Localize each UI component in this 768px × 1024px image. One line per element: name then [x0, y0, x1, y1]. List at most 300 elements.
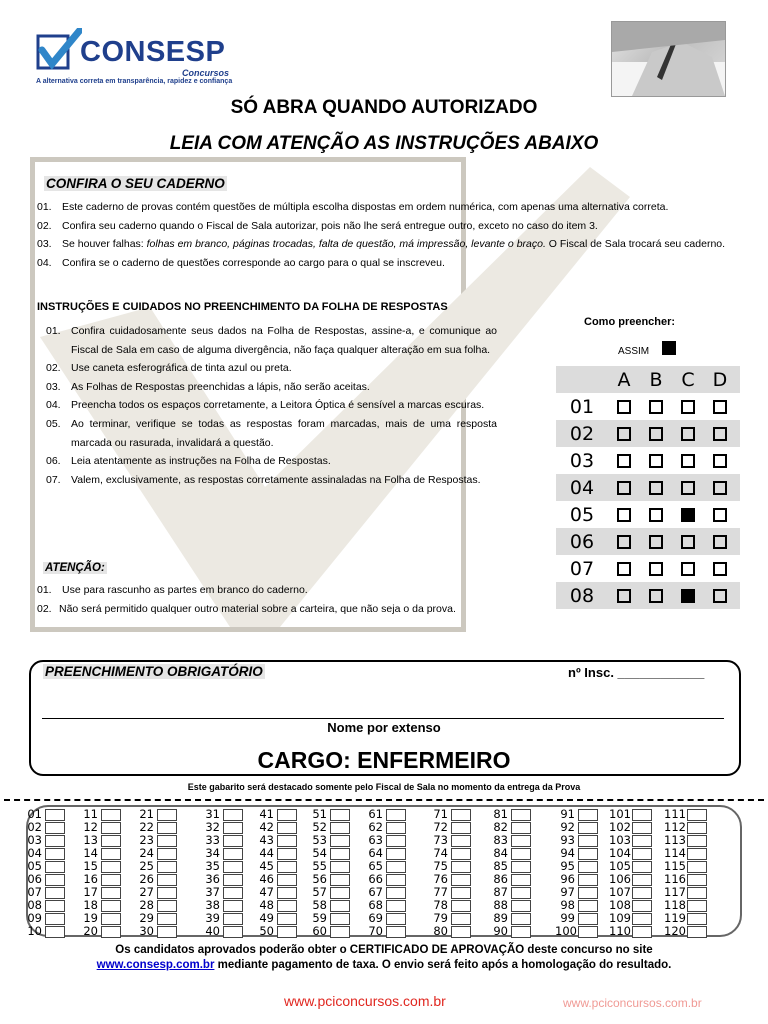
nome-line — [42, 718, 724, 719]
gabarito-number: 22 — [139, 820, 154, 834]
gabarito-answer-box — [157, 809, 177, 821]
item-number: 02. — [46, 362, 61, 375]
answer-bubble — [713, 562, 727, 576]
gabarito-number: 48 — [259, 898, 274, 912]
gabarito-number: 99 — [560, 911, 575, 925]
gabarito-answer-box — [511, 900, 531, 912]
gabarito-number: 114 — [664, 846, 686, 860]
item-text: Preencha todos os espaços corretamente, a Leitora Óptica é sensível a marcas escuras. — [71, 399, 485, 412]
gabarito-number: 65 — [368, 859, 383, 873]
gabarito-number: 06 — [27, 872, 42, 886]
item-number: 04. — [37, 256, 52, 269]
gabarito-number: 94 — [560, 846, 575, 860]
gabarito-answer-box — [451, 861, 471, 873]
gabarito-number: 75 — [433, 859, 448, 873]
gabarito-number: 03 — [27, 833, 42, 847]
gabarito-number: 71 — [433, 807, 448, 821]
gabarito-number: 120 — [664, 924, 686, 938]
footer-line-2-text: mediante pagamento de taxa. O envio será feito após a homologação do resultado. — [214, 959, 672, 971]
item-text: Confira cuidadosamente seus dados na Folha de Respostas, assine-a, e comunique ao Fiscal de Sala em caso de alguma divergência, não faça qualquer alteração em sua folha. — [71, 325, 497, 356]
cut-line — [4, 799, 764, 801]
demo-row — [556, 528, 740, 555]
gabarito-number: 96 — [560, 872, 575, 886]
gabarito-cell — [254, 925, 297, 938]
gabarito-number: 53 — [312, 833, 327, 847]
gabarito-number: 18 — [83, 898, 98, 912]
gabarito-answer-box — [451, 848, 471, 860]
gabarito-number: 74 — [433, 846, 448, 860]
gabarito-number: 102 — [609, 820, 631, 834]
gabarito-answer-box — [687, 822, 707, 834]
gabarito-number: 72 — [433, 820, 448, 834]
gabarito-answer-box — [386, 848, 406, 860]
gabarito-column — [363, 808, 406, 938]
demo-rows — [556, 393, 740, 609]
gabarito-number: 51 — [312, 807, 327, 821]
list-item — [46, 415, 497, 452]
gabarito-number: 19 — [83, 911, 98, 925]
gabarito-answer-box — [578, 861, 598, 873]
pciconcursos-watermark-faded: www.pciconcursos.com.br — [563, 996, 702, 1010]
gabarito-number: 25 — [139, 859, 154, 873]
gabarito-number: 05 — [27, 859, 42, 873]
list-item — [46, 396, 497, 415]
instrucoes-title: INSTRUÇÕES E CUIDADOS NO PREENCHIMENTO DA FOLHA DE RESPOSTAS — [37, 301, 448, 313]
gabarito-number: 106 — [609, 872, 631, 886]
gabarito-answer-box — [511, 861, 531, 873]
demo-row-number: 06 — [569, 530, 595, 553]
gabarito-answer-box — [511, 809, 531, 821]
gabarito-number: 58 — [312, 898, 327, 912]
filled-example-box — [662, 341, 676, 355]
gabarito-answer-box — [45, 809, 65, 821]
gabarito-cell — [664, 925, 707, 938]
demo-row — [556, 474, 740, 501]
letter-c: C — [681, 368, 695, 391]
gabarito-number: 38 — [205, 898, 220, 912]
list-item — [37, 235, 737, 254]
atencao-list — [37, 581, 537, 618]
gabarito-column — [609, 808, 652, 938]
gabarito-answer-box — [45, 900, 65, 912]
gabarito-number: 37 — [205, 885, 220, 899]
gabarito-answer-box — [578, 900, 598, 912]
gabarito-number: 21 — [139, 807, 154, 821]
item-text: Confira se o caderno de questões corresponde ao cargo para o qual se inscreveu. — [62, 256, 445, 269]
gabarito-answer-box — [223, 900, 243, 912]
demo-row — [556, 393, 740, 420]
gabarito-number: 01 — [27, 807, 42, 821]
gabarito-answer-box — [101, 848, 121, 860]
item-number: 01. — [37, 584, 52, 596]
answer-bubble — [713, 589, 727, 603]
gabarito-number: 101 — [609, 807, 631, 821]
answer-bubble — [617, 481, 631, 495]
letter-b: B — [649, 368, 663, 391]
answer-bubble — [617, 589, 631, 603]
gabarito-column — [134, 808, 177, 938]
gabarito-number: 95 — [560, 859, 575, 873]
gabarito-answer-box — [578, 887, 598, 899]
gabarito-answer-box — [277, 874, 297, 886]
gabarito-number: 91 — [560, 807, 575, 821]
gabarito-number: 112 — [664, 820, 686, 834]
gabarito-answer-box — [386, 861, 406, 873]
footer-line-1: Os candidatos aprovados poderão obter o CERTIFICADO DE APROVAÇÃO deste concurso no site — [115, 944, 653, 956]
gabarito-answer-box — [157, 835, 177, 847]
gabarito-answer-box — [101, 926, 121, 938]
gabarito-answer-box — [45, 913, 65, 925]
consesp-logo — [36, 28, 236, 90]
gabarito-answer-box — [330, 861, 350, 873]
gabarito-answer-box — [277, 861, 297, 873]
confira-title — [44, 175, 227, 193]
gabarito-number: 62 — [368, 820, 383, 834]
gabarito-number: 07 — [27, 885, 42, 899]
gabarito-number: 30 — [139, 924, 154, 938]
atencao-title — [43, 558, 107, 576]
list-item — [37, 581, 537, 600]
logo-tagline: A alternativa correta em transparência, rapidez e confiança — [36, 78, 233, 85]
gabarito-number: 115 — [664, 859, 686, 873]
gabarito-column — [200, 808, 243, 938]
gabarito-answer-box — [511, 887, 531, 899]
answer-bubble — [713, 508, 727, 522]
answer-bubble — [681, 562, 695, 576]
gabarito-cell — [555, 925, 598, 938]
gabarito-number: 107 — [609, 885, 631, 899]
item-number: 01. — [46, 325, 61, 337]
gabarito-number: 56 — [312, 872, 327, 886]
item-text: Não será permitido qualquer outro material sobre a carteira, que não seja o da prova. — [59, 602, 456, 615]
gabarito-answer-box — [578, 913, 598, 925]
list-item — [46, 359, 497, 378]
gabarito-number: 47 — [259, 885, 274, 899]
gabarito-number: 110 — [609, 924, 631, 938]
gabarito-answer-box — [157, 913, 177, 925]
gabarito-answer-box — [101, 861, 121, 873]
gabarito-answer-box — [157, 926, 177, 938]
item-number: 07. — [46, 473, 61, 486]
gabarito-number: 111 — [664, 807, 686, 821]
gabarito-number: 42 — [259, 820, 274, 834]
gabarito-cell — [22, 925, 65, 938]
item-text: Este caderno de provas contém questões de múltipla escolha dispostas em ordem numérica, com apenas uma alternativa correta. — [62, 201, 669, 213]
nome-label: Nome por extenso — [327, 720, 441, 735]
list-item — [37, 217, 737, 236]
gabarito-answer-box — [223, 848, 243, 860]
gabarito-number: 89 — [493, 911, 508, 925]
gabarito-answer-box — [451, 874, 471, 886]
item-text: O Fiscal de Sala trocará seu caderno. — [545, 238, 726, 251]
gabarito-answer-box — [330, 874, 350, 886]
gabarito-answer-box — [451, 887, 471, 899]
item-text: As Folhas de Respostas preenchidas a lápis, não serão aceitas. — [71, 380, 370, 393]
demo-row — [556, 501, 740, 528]
gabarito-number: 63 — [368, 833, 383, 847]
answer-bubble — [713, 454, 727, 468]
page-subtitle: LEIA COM ATENÇÃO AS INSTRUÇÕES ABAIXO — [169, 133, 599, 154]
gabarito-answer-box — [101, 913, 121, 925]
gabarito-answer-box — [157, 861, 177, 873]
answer-bubble — [617, 400, 631, 414]
gabarito-answer-box — [632, 874, 652, 886]
gabarito-number: 100 — [555, 924, 577, 938]
gabarito-answer-box — [277, 926, 297, 938]
gabarito-answer-box — [101, 874, 121, 886]
gabarito-answer-box — [45, 835, 65, 847]
gabarito-number: 88 — [493, 898, 508, 912]
gabarito-number: 93 — [560, 833, 575, 847]
gabarito-number: 09 — [27, 911, 42, 925]
gabarito-number: 119 — [664, 911, 686, 925]
item-number: 03. — [37, 238, 52, 251]
gabarito-column — [78, 808, 121, 938]
gabarito-number: 13 — [83, 833, 98, 847]
gabarito-number: 14 — [83, 846, 98, 860]
gabarito-answer-box — [45, 848, 65, 860]
item-text: Leia atentamente as instruções na Folha de Respostas. — [71, 455, 331, 468]
gabarito-number: 28 — [139, 898, 154, 912]
answer-bubble — [617, 535, 631, 549]
gabarito-column — [254, 808, 297, 938]
gabarito-answer-box — [45, 822, 65, 834]
logo-sub: Concursos — [182, 68, 230, 78]
footer-line-2 — [0, 959, 768, 971]
gabarito-number: 43 — [259, 833, 274, 847]
gabarito-answer-box — [223, 926, 243, 938]
gabarito-answer-box — [45, 861, 65, 873]
gabarito-number: 61 — [368, 807, 383, 821]
hand-writing-icon — [612, 22, 725, 96]
gabarito-answer-box — [578, 926, 598, 938]
gabarito-answer-box — [451, 822, 471, 834]
gabarito-number: 84 — [493, 846, 508, 860]
gabarito-number: 104 — [609, 846, 631, 860]
cargo-label: CARGO: ENFERMEIRO — [257, 747, 511, 773]
answer-bubble — [649, 481, 663, 495]
gabarito-answer-box — [277, 835, 297, 847]
gabarito-answer-box — [632, 887, 652, 899]
gabarito-number: 60 — [312, 924, 327, 938]
answer-bubble — [649, 400, 663, 414]
detach-note: Este gabarito será destacado somente pelo Fiscal de Sala no momento da entrega da Prova — [187, 782, 581, 792]
gabarito-answer-box — [223, 913, 243, 925]
demo-row — [556, 447, 740, 474]
gabarito-number: 16 — [83, 872, 98, 886]
gabarito-answer-box — [330, 926, 350, 938]
gabarito-number: 17 — [83, 885, 98, 899]
gabarito-answer-box — [632, 809, 652, 821]
item-number: 06. — [46, 455, 61, 468]
gabarito-number: 69 — [368, 911, 383, 925]
pciconcursos-watermark: www.pciconcursos.com.br — [284, 993, 446, 1009]
list-item — [46, 452, 497, 471]
inscricao-field: nº Insc. ____________ — [568, 665, 705, 680]
answer-bubble — [649, 589, 663, 603]
list-item — [46, 378, 497, 397]
gabarito-answer-box — [330, 848, 350, 860]
gabarito-cell — [307, 925, 350, 938]
demo-row-number: 05 — [569, 503, 595, 526]
gabarito-number: 108 — [609, 898, 631, 912]
gabarito-number: 40 — [205, 924, 220, 938]
gabarito-number: 116 — [664, 872, 686, 886]
gabarito-answer-box — [157, 848, 177, 860]
gabarito-number: 04 — [27, 846, 42, 860]
gabarito-column — [664, 808, 707, 938]
gabarito-answer-box — [45, 887, 65, 899]
list-item — [37, 198, 737, 217]
gabarito-number: 41 — [259, 807, 274, 821]
gabarito-column — [555, 808, 598, 938]
gabarito-answer-box — [687, 900, 707, 912]
gabarito-answer-box — [330, 809, 350, 821]
gabarito-answer-box — [451, 809, 471, 821]
gabarito-answer-box — [386, 926, 406, 938]
item-number: 03. — [46, 380, 61, 393]
gabarito-answer-box — [451, 900, 471, 912]
item-text: Confira seu caderno quando o Fiscal de Sala autorizar, pois não lhe será entregue outro, exceto no caso do item 3. — [62, 219, 598, 232]
gabarito-answer-box — [277, 913, 297, 925]
demo-row-number: 01 — [569, 395, 595, 418]
gabarito-number: 33 — [205, 833, 220, 847]
item-number: 02. — [37, 219, 52, 232]
gabarito-answer-box — [511, 926, 531, 938]
gabarito-answer-box — [277, 887, 297, 899]
gabarito-answer-box — [511, 848, 531, 860]
gabarito-number: 117 — [664, 885, 686, 899]
gabarito-number: 10 — [27, 924, 42, 938]
answer-bubble — [617, 427, 631, 441]
answer-bubble — [681, 535, 695, 549]
gabarito-answer-box — [386, 835, 406, 847]
gabarito-answer-box — [386, 913, 406, 925]
gabarito-number: 67 — [368, 885, 383, 899]
gabarito-cell — [488, 925, 531, 938]
demo-row-number: 07 — [569, 557, 595, 580]
gabarito-number: 77 — [433, 885, 448, 899]
item-number: 05. — [46, 417, 61, 430]
gabarito-number: 44 — [259, 846, 274, 860]
answer-bubble — [681, 400, 695, 414]
list-item — [46, 471, 497, 490]
gabarito-answer-box — [223, 874, 243, 886]
gabarito-number: 66 — [368, 872, 383, 886]
gabarito-answer-box — [687, 913, 707, 925]
answer-bubble — [713, 535, 727, 549]
gabarito-number: 29 — [139, 911, 154, 925]
logo-check-icon — [36, 28, 82, 74]
gabarito-number: 26 — [139, 872, 154, 886]
gabarito-number: 70 — [368, 924, 383, 938]
demo-row-number: 08 — [569, 584, 595, 607]
gabarito-answer-box — [578, 835, 598, 847]
demo-row — [556, 555, 740, 582]
gabarito-answer-box — [101, 822, 121, 834]
gabarito-number: 80 — [433, 924, 448, 938]
confira-list — [37, 198, 737, 272]
gabarito-number: 113 — [664, 833, 686, 847]
answer-bubble — [681, 508, 695, 522]
assim-label: ASSIM — [618, 346, 650, 357]
gabarito-number: 35 — [205, 859, 220, 873]
gabarito-answer-box — [511, 874, 531, 886]
gabarito-number: 27 — [139, 885, 154, 899]
gabarito-number: 92 — [560, 820, 575, 834]
answer-bubble — [713, 427, 727, 441]
demo-row-number: 04 — [569, 476, 595, 499]
gabarito-answer-box — [632, 926, 652, 938]
gabarito-answer-box — [330, 913, 350, 925]
confira-title-text: CONFIRA O SEU CADERNO — [46, 176, 225, 191]
gabarito-number: 20 — [83, 924, 98, 938]
gabarito-number: 105 — [609, 859, 631, 873]
gabarito-answer-box — [511, 822, 531, 834]
answer-bubble — [617, 454, 631, 468]
consesp-link[interactable]: www.consesp.com.br — [96, 959, 215, 971]
gabarito-number: 109 — [609, 911, 631, 925]
gabarito-number: 39 — [205, 911, 220, 925]
gabarito-number: 83 — [493, 833, 508, 847]
gabarito-cell — [363, 925, 406, 938]
demo-row-number: 03 — [569, 449, 595, 472]
gabarito-answer-box — [386, 900, 406, 912]
gabarito-answer-box — [687, 861, 707, 873]
item-number: 04. — [46, 399, 61, 412]
answer-bubble — [649, 535, 663, 549]
atencao-title-text: ATENÇÃO: — [45, 562, 105, 574]
gabarito-answer-box — [157, 874, 177, 886]
gabarito-answer-box — [386, 822, 406, 834]
gabarito-number: 118 — [664, 898, 686, 912]
answer-bubble — [681, 427, 695, 441]
gabarito-number: 68 — [368, 898, 383, 912]
gabarito-number: 11 — [83, 807, 98, 821]
item-text: Valem, exclusivamente, as respostas corretamente assinaladas na Folha de Respostas. — [71, 473, 481, 486]
gabarito-cell — [134, 925, 177, 938]
logo-name: CONSESP — [80, 36, 226, 68]
gabarito-number: 76 — [433, 872, 448, 886]
gabarito-number: 49 — [259, 911, 274, 925]
item-number: 01. — [37, 201, 52, 213]
gabarito-cell — [78, 925, 121, 938]
gabarito-answer-box — [45, 874, 65, 886]
answer-bubble — [649, 562, 663, 576]
gabarito-answer-box — [330, 835, 350, 847]
gabarito-answer-box — [386, 887, 406, 899]
list-item — [46, 322, 497, 359]
gabarito-answer-box — [451, 926, 471, 938]
gabarito-answer-box — [578, 848, 598, 860]
answer-bubble — [713, 400, 727, 414]
gabarito-answer-box — [101, 900, 121, 912]
gabarito-cell — [428, 925, 471, 938]
page-title: SÓ ABRA QUANDO AUTORIZADO — [230, 97, 538, 118]
answer-bubble — [617, 562, 631, 576]
gabarito-answer-box — [632, 900, 652, 912]
gabarito-answer-box — [687, 887, 707, 899]
gabarito-number: 08 — [27, 898, 42, 912]
gabarito-number: 86 — [493, 872, 508, 886]
gabarito-answer-box — [511, 835, 531, 847]
gabarito-answer-box — [687, 848, 707, 860]
gabarito-answer-box — [578, 874, 598, 886]
gabarito-answer-box — [330, 900, 350, 912]
letter-d: D — [712, 368, 728, 391]
gabarito-cell — [609, 925, 652, 938]
gabarito-number: 54 — [312, 846, 327, 860]
